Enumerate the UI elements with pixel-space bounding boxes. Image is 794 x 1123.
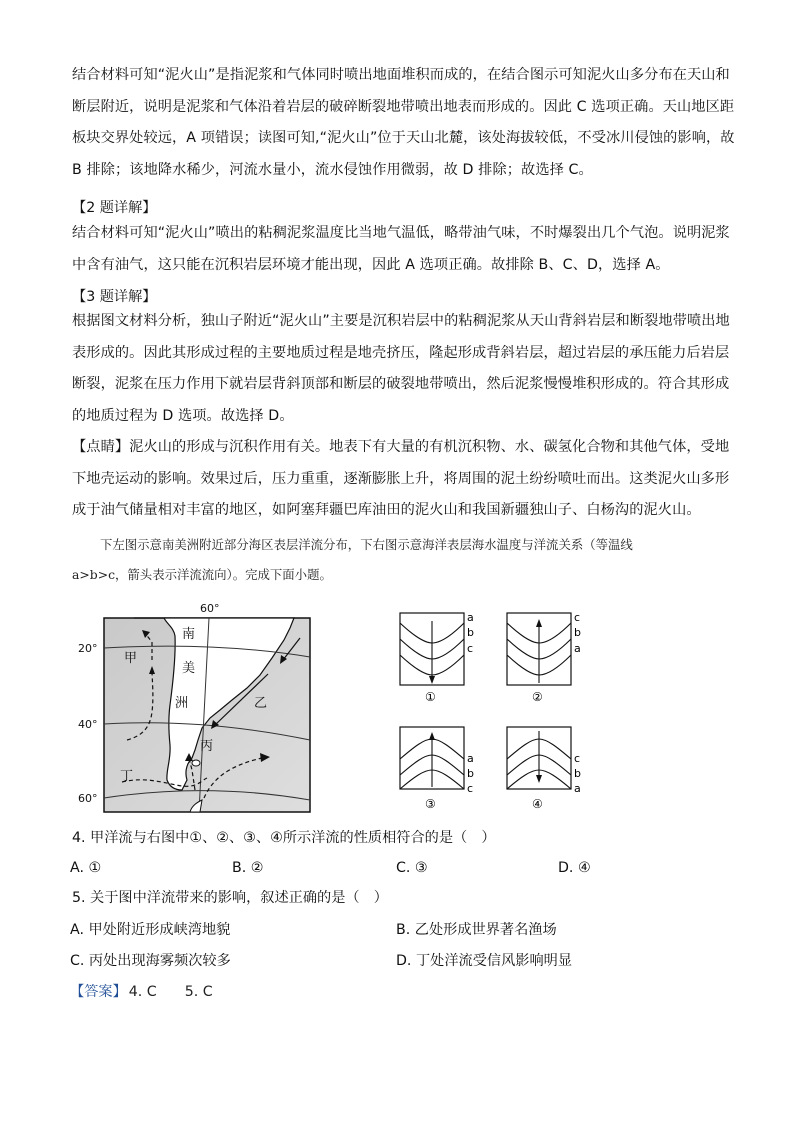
svg-text:a: a (574, 642, 581, 655)
isotherm-diagram-3 (400, 727, 474, 811)
lat-label-20: 20° (78, 642, 98, 655)
question-5-option-d[interactable]: D. 丁处洋流受信风影响明显 (396, 953, 573, 969)
answer-4: 4. C (128, 984, 157, 1000)
material-intro (72, 530, 732, 590)
q2-heading: 【2 题详解】 (72, 200, 157, 216)
q3-analysis (72, 306, 730, 432)
current-label-bing: 丙 (200, 739, 214, 754)
svg-text:③: ③ (425, 797, 436, 811)
svg-text:c: c (467, 642, 474, 655)
q1-analysis (72, 60, 735, 186)
continent-label-3: 洲 (175, 696, 189, 711)
text-line: 表形成的。因此其形成过程的主要地质过程是地壳挤压，隆起形成背斜岩层，超过岩层的承压能力后岩层 (72, 344, 730, 361)
svg-text:b: b (574, 626, 581, 639)
question-4-option-d[interactable]: D. ④ (558, 860, 591, 876)
svg-text:①: ① (425, 690, 436, 704)
svg-text:a: a (467, 611, 474, 624)
question-5-option-a[interactable]: A. 甲处附近形成峡湾地貌 (70, 922, 231, 938)
current-label-jia: 甲 (124, 651, 138, 666)
text-line: 下左图示意南美洲附近部分海区表层洋流分布，下右图示意海洋表层海水温度与洋流关系（等温线 (100, 537, 633, 552)
question-4-stem: 4. 甲洋流与右图中①、②、③、④所示洋流的性质相符合的是（ ） (72, 830, 496, 846)
text-line: 根据图文材料分析，独山子附近“泥火山”主要是沉积岩层中的粘稠泥浆从天山背斜岩层和断裂地带喷出地 (72, 313, 730, 329)
svg-text:c: c (467, 782, 474, 795)
text-line: 结合材料可知“泥火山”喷出的粘稠泥浆温度比当地气温低，略带油气味，不时爆裂出几个气泡。说明泥浆 (72, 225, 730, 241)
isotherm-diagram-4 (507, 727, 581, 811)
continent-label-2: 美 (182, 661, 196, 676)
isotherm-diagram-1 (400, 611, 474, 704)
question-5-option-b[interactable]: B. 乙处形成世界著名渔场 (396, 922, 557, 938)
isotherm-diagram-2 (507, 611, 581, 704)
answer-line (70, 982, 213, 1002)
ocean-current-map (72, 600, 312, 815)
svg-text:b: b (467, 626, 474, 639)
text-line: B 排除；该地降水稀少，河流水量小，流水侵蚀作用微弱，故 D 排除；故选择 C。 (72, 161, 593, 178)
current-label-yi: 乙 (254, 696, 268, 711)
text-line: a>b>c，箭头表示洋流流向）。完成下面小题。 (72, 567, 332, 582)
svg-text:b: b (574, 767, 581, 780)
question-4-option-a[interactable]: A. ① (70, 860, 102, 876)
question-4-option-c[interactable]: C. ③ (396, 860, 428, 876)
continent-label-1: 南 (182, 627, 196, 642)
svg-text:a: a (574, 782, 581, 795)
lon-label: 60° (200, 602, 220, 615)
question-5-option-c[interactable]: C. 丙处出现海雾频次较多 (70, 953, 231, 969)
answer-tag: 【答案】 (70, 984, 127, 1000)
text-line: 断裂，泥浆在压力作用下就岩层背斜顶部和断层的破裂地带喷出，然后泥浆慢慢堆积形成的。符合其形成 (72, 376, 730, 392)
question-4-option-b[interactable]: B. ② (232, 860, 264, 876)
lat-label-60: 60° (78, 792, 98, 805)
question-5-stem: 5. 关于图中洋流带来的影响，叙述正确的是（ ） (72, 890, 388, 906)
svg-text:④: ④ (532, 797, 543, 811)
text-line: 断层附近，说明是泥浆和气体沿着岩层的破碎断裂地带喷出地表而形成的。因此 C 选项正确。天山地区距 (72, 98, 735, 115)
lat-label-40: 40° (78, 718, 98, 731)
svg-text:②: ② (532, 690, 543, 704)
svg-text:c: c (574, 752, 581, 765)
answer-5: 5. C (184, 984, 213, 1000)
isotherm-diagrams (392, 605, 592, 815)
text-line: 【点睛】泥火山的形成与沉积作用有关。地表下有大量的有机沉积物、水、碳氢化合物和其他气体，受地 (72, 439, 730, 455)
svg-text:a: a (467, 752, 474, 765)
current-label-ding: 丁 (120, 769, 134, 784)
q3-heading: 【3 题详解】 (72, 289, 157, 305)
text-line: 结合材料可知“泥火山”是指泥浆和气体同时喷出地面堆积而成的，在结合图示可知泥火山多分布在天山和 (72, 67, 730, 83)
svg-text:b: b (467, 767, 474, 780)
text-line: 的地质过程为 D 选项。故选择 D。 (72, 407, 294, 424)
key-point (72, 432, 730, 527)
text-line: 成于油气储量相对丰富的地区，如阿塞拜疆巴库油田的泥火山和我国新疆独山子、白杨沟的泥火山。 (72, 502, 701, 518)
text-line: 中含有油气，这只能在沉积岩层环境才能出现，因此 A 选项正确。故排除 B、C、D，选择 A。 (72, 256, 670, 273)
svg-text:c: c (574, 611, 581, 624)
q2-analysis (72, 218, 730, 281)
text-line: 下地壳运动的影响。效果过后，压力重重，逐渐膨胀上升，将周围的泥土纷纷喷吐而出。这类泥火山多形 (72, 470, 730, 487)
text-line: 板块交界处较远，A 项错误；读图可知,“泥火山”位于天山北麓，该处海拔较低，不受冰川侵蚀的影响，故 (72, 130, 735, 146)
